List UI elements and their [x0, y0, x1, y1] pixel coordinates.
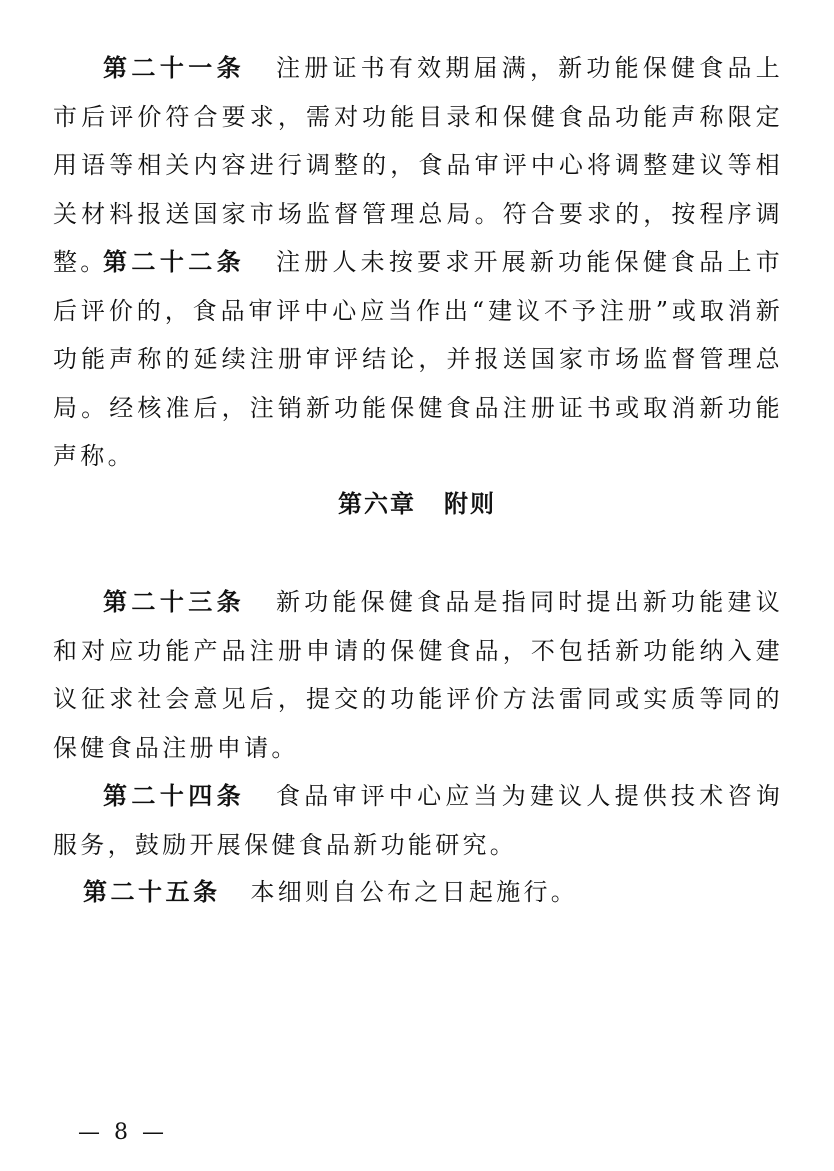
article-22-text: 注册人未按要求开展新功能保健食品上市后评价的，食品审评中心应当作出“建议不予注册”或取消新功能声称的延续注册审评结论，并报送国家市场监督管理总局。经核准后，注销新功能保健食品注册证书或取消新功能声称。: [53, 248, 784, 470]
chapter-number: 第六章: [338, 490, 416, 518]
article-21-title: 第二十一条: [103, 54, 246, 82]
article-22-title: 第二十二条: [103, 248, 246, 276]
page-dash-right: —: [142, 1120, 164, 1145]
article-22: [53, 238, 783, 481]
article-24-text: 食品审评中心应当为建议人提供技术咨询服务，鼓励开展保健食品新功能研究。: [53, 782, 784, 859]
article-25: [53, 868, 783, 917]
article-23-title: 第二十三条: [103, 588, 246, 616]
article-25-title: 第二十五条: [83, 878, 221, 906]
page-number-footer: [78, 1118, 164, 1148]
page-dash-left: —: [78, 1120, 100, 1145]
page-number: 8: [114, 1120, 128, 1145]
article-25-text: 本细则自公布之日起施行。: [250, 878, 579, 906]
article-23-text: 新功能保健食品是指同时提出新功能建议和对应功能产品注册申请的保健食品，不包括新功能纳入建议征求社会意见后，提交的功能评价方法雷同或实质等同的保健食品注册申请。: [53, 588, 784, 762]
chapter-heading: [0, 486, 834, 522]
article-21-text: 注册证书有效期届满，新功能保健食品上市后评价符合要求，需对功能目录和保健食品功能声称限定用语等相关内容进行调整的，食品审评中心将调整建议等相关材料报送国家市场监督管理总局。符合要求的，按程序调整。: [53, 54, 784, 276]
article-24-title: 第二十四条: [103, 782, 246, 810]
article-24: [53, 772, 783, 869]
chapter-name: 附则: [444, 490, 496, 518]
article-23: [53, 578, 783, 772]
